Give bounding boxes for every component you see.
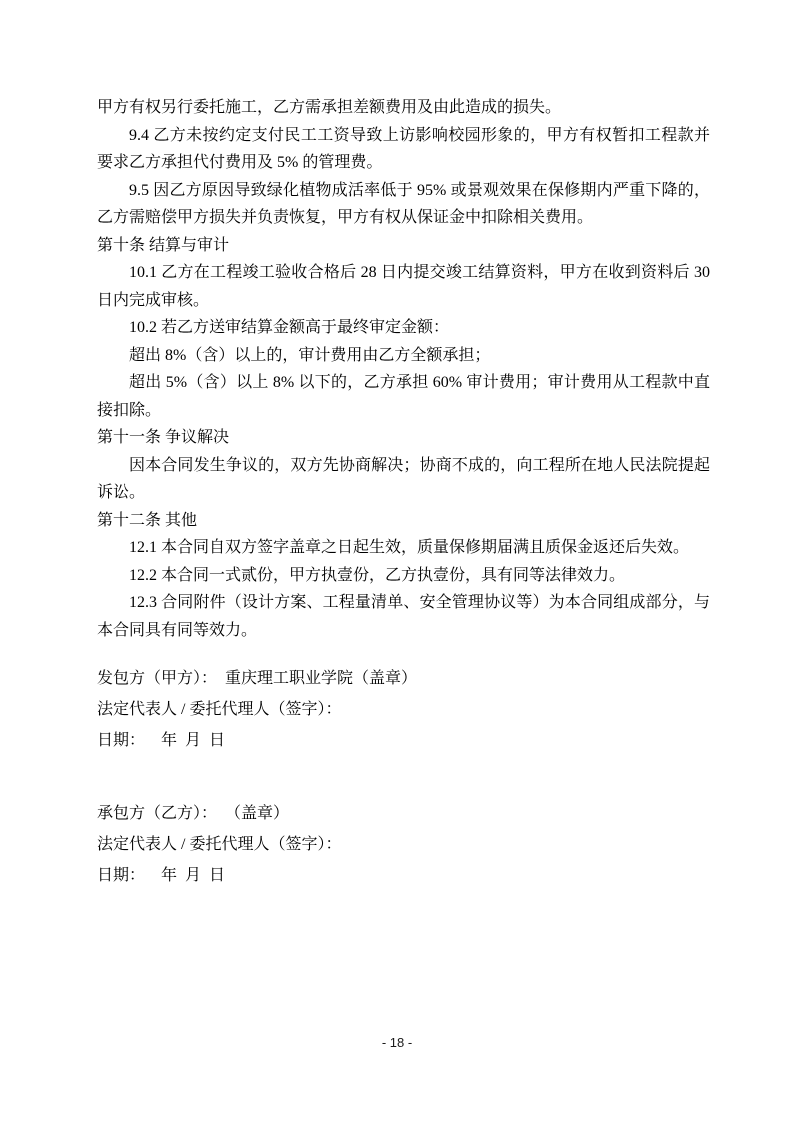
clause-10-2: 10.2 若乙方送审结算金额高于最终审定金额： [129,319,450,336]
party-b-date-line: 日期： 年 月 日 [97,867,226,884]
party-b-name-line: 承包方（乙方）： （盖章） [97,805,290,822]
signature-block-party-a [97,663,710,756]
page-content [97,94,714,891]
clause-12-2: 12.2 本合同一式贰份，甲方执壹份，乙方执壹份，具有同等法律效力。 [129,566,626,584]
party-a-date-line: 日期： 年 月 日 [97,732,226,749]
clause-11-body: 因本合同发生争议的，双方先协商解决；协商不成的，向工程所在地人民法院提起诉讼。 [97,456,710,501]
clause-9-4: 9.4 乙方未按约定支付民工工资导致上访影响校园形象的，甲方有权暂扣工程款并要求乙方承担代付费用及 5% 的管理费。 [97,126,710,171]
clause-10-2-item-2: 超出 5%（含）以上 8% 以下的，乙方承担 60% 审计费用；审计费用从工程款中直接扣除。 [97,374,710,419]
section-heading-11: 第十一条 争议解决 [97,429,230,446]
clause-continuation: 甲方有权另行委托施工，乙方需承担差额费用及由此造成的损失。 [97,99,562,116]
party-b-representative-line: 法定代表人 / 委托代理人（签字）： [97,836,342,853]
clause-10-2-item-1: 超出 8%（含）以上的，审计费用由乙方全额承担； [129,346,491,364]
party-a-name-line: 发包方（甲方）： 重庆理工职业学院（盖章） [97,670,418,687]
footer-page-number: - 18 - [381,1035,413,1050]
clause-10-1: 10.1 乙方在工程竣工验收合格后 28 日内提交竣工结算资料，甲方在收到资料后 30 日内完成审核。 [97,264,714,309]
section-heading-10: 第十条 结算与审计 [97,236,230,254]
signature-block-party-b [97,798,710,891]
clause-12-1: 12.1 本合同自双方签字盖章之日起生效，质量保修期届满且质保金返还后失效。 [129,539,690,556]
clause-12-3: 12.3 合同附件（设计方案、工程量清单、安全管理协议等）为本合同组成部分，与本合同具有同等效力。 [97,594,710,639]
clause-9-5: 9.5 因乙方原因导致绿化植物成活率低于 95% 或景观效果在保修期内严重下降的，乙方需赔偿甲方损失并负责恢复，甲方有权从保证金中扣除相关费用。 [97,181,710,226]
section-heading-12: 第十二条 其他 [97,511,198,529]
party-a-representative-line: 法定代表人 / 委托代理人（签字）： [97,701,342,718]
